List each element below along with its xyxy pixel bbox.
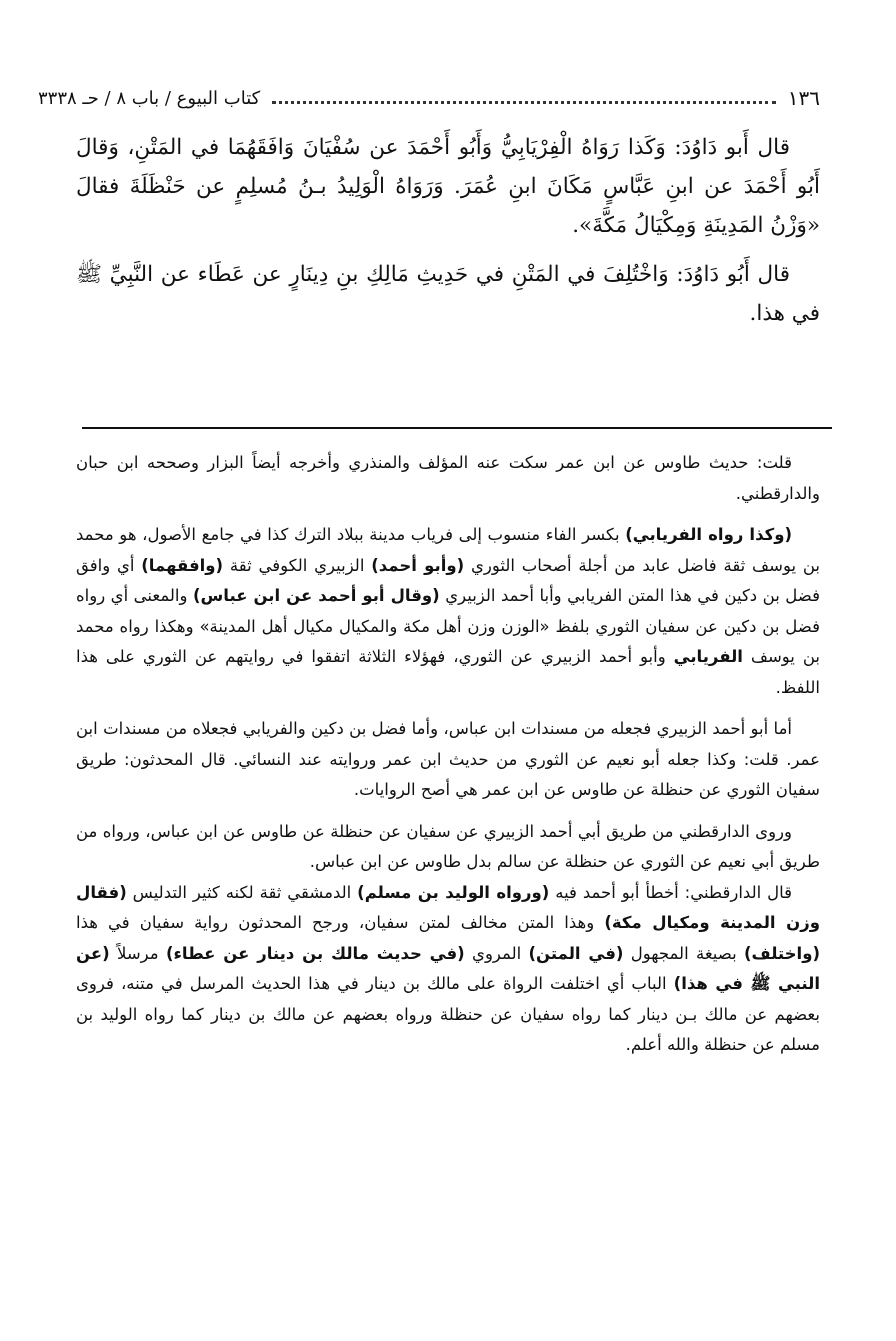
commentary-paragraph-3: أما أبو أحمد الزبيري فجعله من مسندات ابن عباس، وأما فضل بن دكين والفريابي فجعلاه من مسندات ابن عمر. قلت: وكذا جعله أبو نعيم عن الثوري من حديث ابن عمر وروايته عند النسائي. قال المحدثون: طريق سفيان الثوري عن حنظلة عن طاوس عن ابن عمر هي أصح الروايات. xyxy=(76,719,820,799)
commentary-paragraph-4: وروى الدارقطني من طريق أبي أحمد الزبيري عن سفيان عن حنظلة عن طاوس عن ابن عباس، ورواه من طريق أبي نعيم عن الثوري عن حنظلة عن سالم بدل طاوس عن ابن عباس. xyxy=(76,821,820,871)
bold-lemma: (وكذا رواه الفريابي) xyxy=(625,525,793,544)
running-title: كتاب البيوع / باب ٨ / حـ ٣٣٣٨ xyxy=(38,87,261,109)
bold-lemma: (عن النبي ﷺ في هذا) xyxy=(76,943,820,993)
commentary xyxy=(76,448,820,1072)
page-number: ١٣٦ xyxy=(787,86,820,110)
main-paragraph-1: قال أَبو دَاوُدَ: وَكَذا رَوَاهُ الْفِرْيَابِيُّ وَأَبُو أَحْمَدَ عن سُفْيَانَ وَافَقَهُمَا في المَتْنِ، وَقالَ أَبُو أَحْمَدَ عن ابنِ عَبَّاسٍ مَكَانَ ابنِ عُمَرَ. وَرَوَاهُ الْوَلِيدُ بـنُ مُسلِمٍ عن حَنْظَلَةَ فقالَ «وَزْنُ المَدِينَةِ وَمِكْيَالُ مَكَّةَ». xyxy=(76,135,820,238)
bold-lemma: (وافقهما) xyxy=(141,555,224,575)
main-paragraph-2: قال أَبُو دَاوُدَ: وَاخْتُلِفَ في المَتْنِ في حَدِيثِ مَالِكِ بنِ دِينَارٍ عن عَطَاء عن النَّبِيِّ ﷺ في هذا. xyxy=(76,262,820,326)
commentary-text: المروي xyxy=(464,943,529,963)
commentary-text: الباب أي اختلفت الرواة على مالك بن دينار في هذا الحديث المرسل في متنه، فروى بعضهم عن مالك بـن دينار كما رواه سفيان عن حنظلة ورواه بعضهم عن مالك بن دينار كما رواه الوليد بن مسلم عن حنظلة والله أعلم. xyxy=(76,974,820,1054)
commentary-text: الزبيري الكوفي ثقة xyxy=(223,555,372,575)
commentary-text: بصيغة المجهول xyxy=(623,943,744,963)
commentary-text: وهذا المتن مخالف لمتن سفيان، ورجح المحدثون رواية سفيان في هذا xyxy=(76,913,605,932)
bold-lemma: (في المتن) xyxy=(528,943,624,963)
commentary-paragraph-5 xyxy=(76,878,820,1061)
commentary-paragraph-2 xyxy=(76,520,820,703)
commentary-text: الدمشقي ثقة لكنه كثير التدليس xyxy=(126,882,358,902)
bold-lemma: (واختلف) xyxy=(744,943,821,963)
header-dotted-leader xyxy=(272,101,776,104)
commentary-text: بكسر الفاء منسوب إلى فرياب مدينة ببلاد الترك كذا في جامع الأصول، هو محمد بن يوسف ثقة فاضل عابد من أجلة أصحاب الثوري xyxy=(76,525,820,575)
commentary-paragraph-1: قلت: حديث طاوس عن ابن عمر سكت عنه المؤلف والمنذري وأخرجه أيضاً البزار وصححه ابن حبان والدارقطني. xyxy=(76,453,820,503)
bold-lemma: (فقال وزن المدينة ومكيال مكة) xyxy=(76,882,820,932)
commentary-text: أي وافق فضل بن دكين في هذا المتن الفريابي وأبا أحمد الزبيري xyxy=(76,555,820,605)
commentary-text: والمعنى أي رواه فضل بن دكين عن سفيان الثوري بلفظ «الوزن وزن أهل مكة والمكيال مكيال أهل المدينة» وهكذا رواه محمد بن يوسف xyxy=(76,586,820,666)
page-header xyxy=(38,83,820,113)
commentary-text: مرسلاً xyxy=(109,943,166,963)
footnote-divider xyxy=(82,427,832,429)
bold-lemma: (في حديث مالك بن دينار عن عطاء) xyxy=(165,943,465,963)
commentary-text: وأبو أحمد الزبيري عن الثوري، فهؤلاء الثلاثة اتفقوا في روايتهم عن الثوري على هذا اللفظ. xyxy=(76,647,820,697)
bold-lemma: (وأبو أحمد) xyxy=(371,555,465,575)
bold-lemma: (ورواه الوليد بن مسلم) xyxy=(357,882,550,902)
main-text xyxy=(76,128,820,343)
bold-lemma: الفريابي xyxy=(673,647,743,666)
commentary-text: قال الدارقطني: أخطأ أبو أحمد فيه xyxy=(549,882,793,902)
bold-lemma: (وقال أبو أحمد عن ابن عباس) xyxy=(192,586,440,605)
